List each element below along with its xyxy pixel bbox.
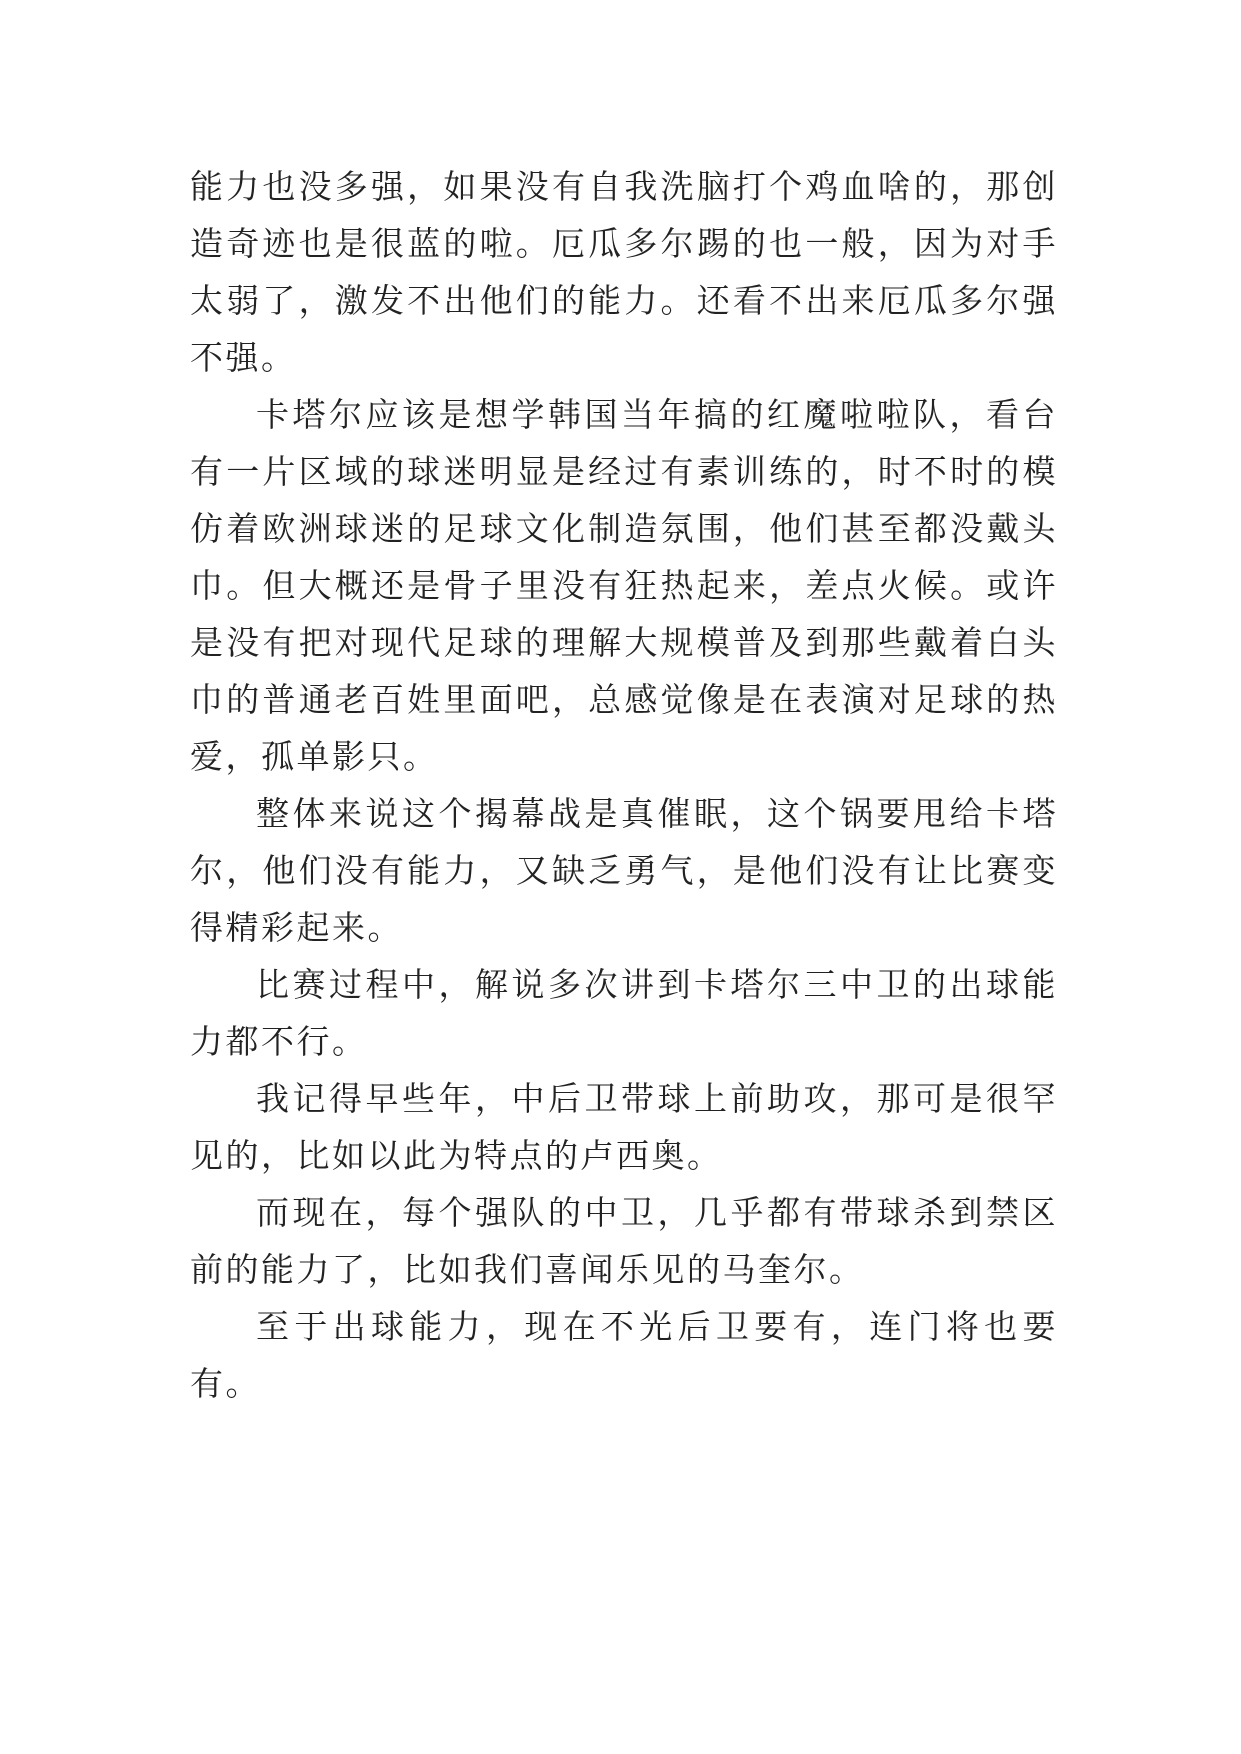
paragraph-1: 能力也没多强，如果没有自我洗脑打个鸡血啥的，那创造奇迹也是很蓝的啦。厄瓜多尔踢的也一般，因为对手太弱了，激发不出他们的能力。还看不出来厄瓜多尔强不强。: [190, 167, 1058, 377]
paragraph-7: 至于出球能力，现在不光后卫要有，连门将也要有。: [190, 1307, 1058, 1403]
paragraph-6: 而现在，每个强队的中卫，几乎都有带球杀到禁区前的能力了，比如我们喜闻乐见的马奎尔。: [190, 1193, 1058, 1289]
paragraph-4: 比赛过程中，解说多次讲到卡塔尔三中卫的出球能力都不行。: [190, 965, 1058, 1061]
document-body: [190, 158, 1058, 1412]
paragraph-2: 卡塔尔应该是想学韩国当年搞的红魔啦啦队，看台有一片区域的球迷明显是经过有素训练的，时不时的模仿着欧洲球迷的足球文化制造氛围，他们甚至都没戴头巾。但大概还是骨子里没有狂热起来，差点火候。或许是没有把对现代足球的理解大规模普及到那些戴着白头巾的普通老百姓里面吧，总感觉像是在表演对足球的热爱，孤单影只。: [190, 395, 1058, 776]
paragraph-3: 整体来说这个揭幕战是真催眠，这个锅要甩给卡塔尔，他们没有能力，又缺乏勇气，是他们没有让比赛变得精彩起来。: [190, 794, 1058, 947]
paragraph-5: 我记得早些年，中后卫带球上前助攻，那可是很罕见的，比如以此为特点的卢西奥。: [190, 1079, 1058, 1175]
